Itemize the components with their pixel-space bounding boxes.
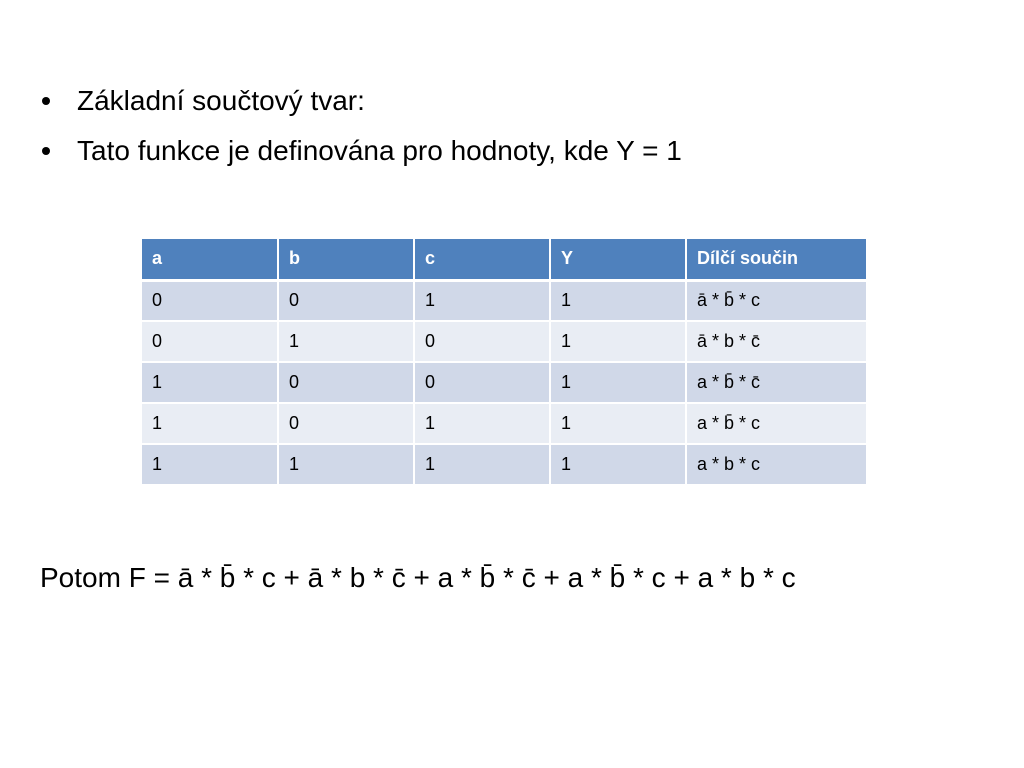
table-cell: 0 [414,321,550,362]
table-cell: 1 [142,362,278,403]
table-cell: a * b̄ * c̄ [686,362,866,403]
header-cell-y: Y [550,239,686,280]
table-cell: 1 [414,403,550,444]
bullet-list [40,76,682,176]
table-cell: a * b * c [686,444,866,485]
table-cell: 0 [142,321,278,362]
table-cell: 0 [278,362,414,403]
table-cell: ā * b * c̄ [686,321,866,362]
table-cell: 0 [142,280,278,321]
table-cell: 1 [550,403,686,444]
table-cell: 1 [278,321,414,362]
table-cell: 1 [414,280,550,321]
truth-table [142,239,866,486]
table-cell: ā * b̄ * c [686,280,866,321]
table-cell: 1 [550,321,686,362]
table-cell: 0 [278,280,414,321]
header-cell-partial-product: Dílčí součin [686,239,866,280]
table-cell: 1 [550,444,686,485]
bullet-item [40,126,682,176]
table-cell: 0 [278,403,414,444]
table-header-row [142,239,866,280]
bullet-icon [42,147,50,155]
table-row [142,280,866,321]
table-cell: 1 [278,444,414,485]
bullet-text: Tato funkce je definována pro hodnoty, kde Y = 1 [77,135,682,166]
bullet-icon [42,97,50,105]
table-cell: 1 [414,444,550,485]
result-formula: Potom F = ā * b̄ * c + ā * b * c̄ + a * b̄ * c̄ + a * b̄ * c + a * b * c [40,562,796,593]
table-cell: 1 [142,444,278,485]
table-row [142,403,866,444]
table-cell: a * b̄ * c [686,403,866,444]
table-cell: 1 [550,362,686,403]
table-row [142,444,866,485]
bullet-item [40,76,682,126]
header-cell-c: c [414,239,550,280]
table-row [142,321,866,362]
header-cell-a: a [142,239,278,280]
table-cell: 1 [142,403,278,444]
table-cell: 0 [414,362,550,403]
header-cell-b: b [278,239,414,280]
table-row [142,362,866,403]
bullet-text: Základní součtový tvar: [77,85,365,116]
table-cell: 1 [550,280,686,321]
